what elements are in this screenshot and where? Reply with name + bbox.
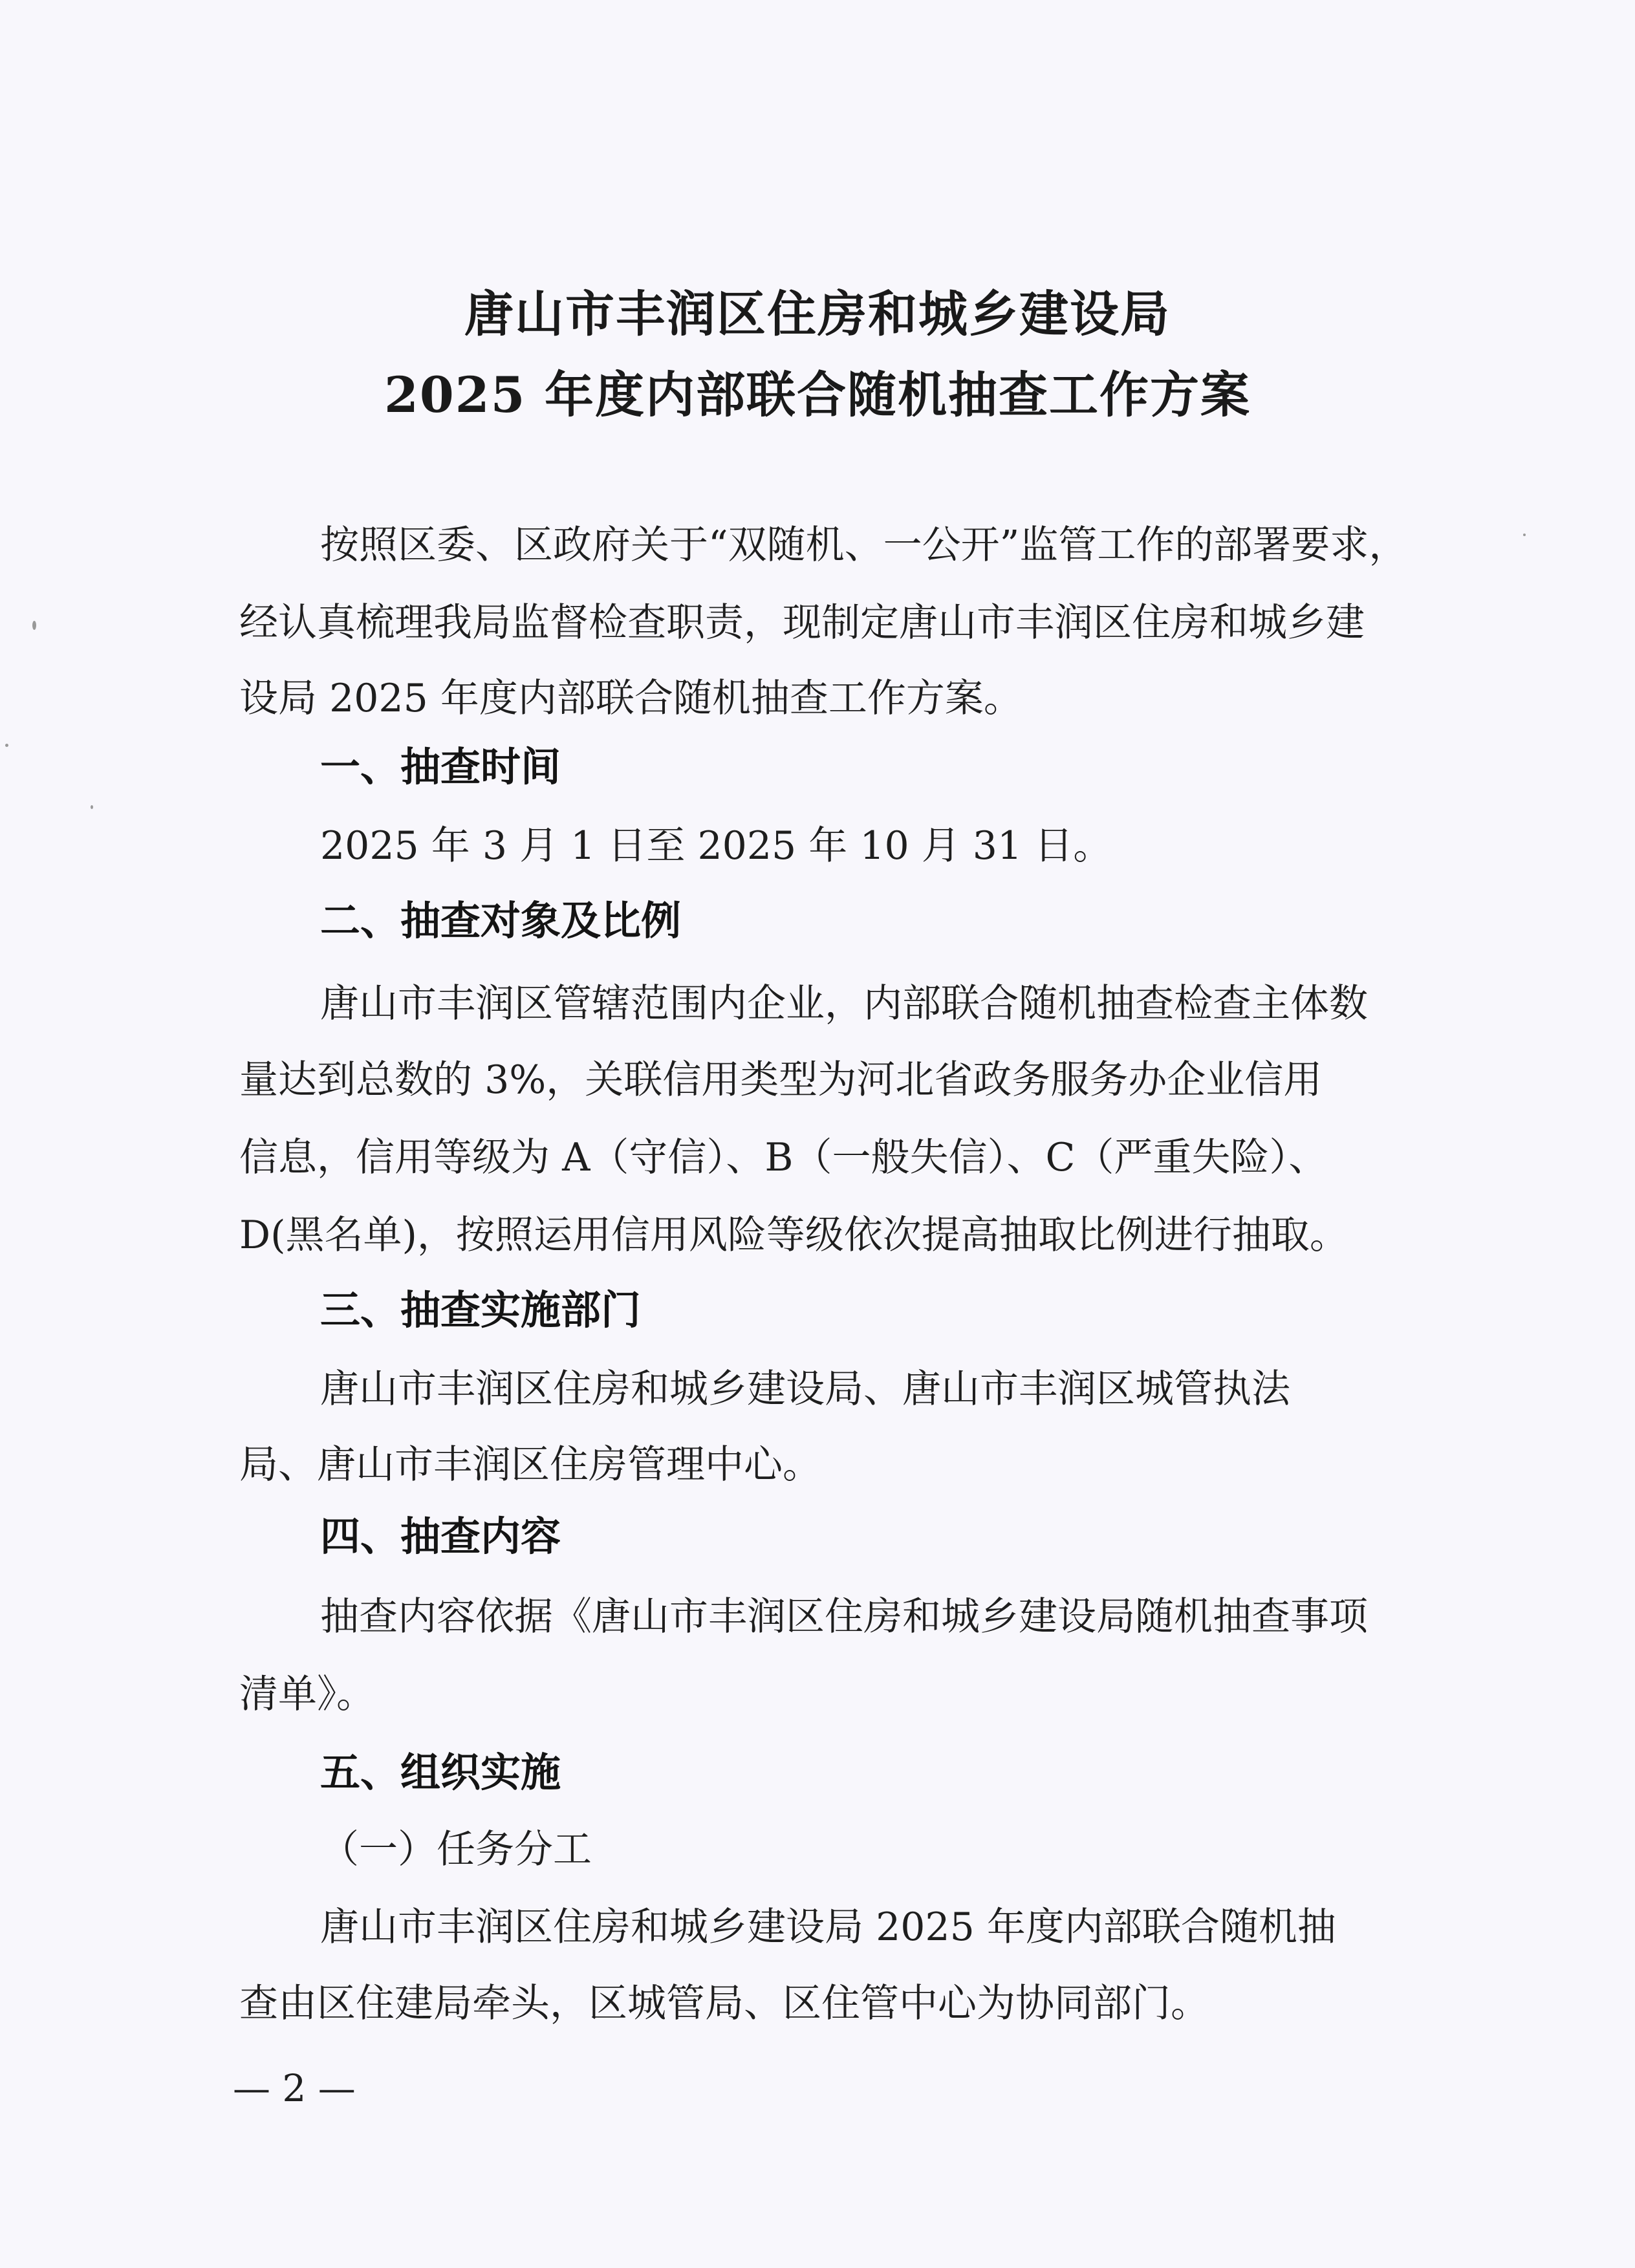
intro-line-3: 设局 2025 年度内部联合随机抽查工作方案。 xyxy=(239,676,1023,721)
scan-speck xyxy=(1523,534,1526,536)
section-2-line-1: 唐山市丰润区管辖范围内企业，内部联合随机抽查检查主体数 xyxy=(320,981,1368,1026)
section-2-line-4: D(黑名单)，按照运用信用风险等级依次提高抽取比例进行抽取。 xyxy=(239,1213,1348,1258)
section-4-heading: 四、抽查内容 xyxy=(320,1513,561,1560)
document-title-line-1: 唐山市丰润区住房和城乡建设局 xyxy=(464,285,1171,343)
section-3-line-1: 唐山市丰润区住房和城乡建设局、唐山市丰润区城管执法 xyxy=(320,1366,1290,1412)
scan-speck xyxy=(91,805,93,809)
intro-line-2: 经认真梳理我局监督检查职责，现制定唐山市丰润区住房和城乡建 xyxy=(239,600,1365,645)
section-2-line-2: 量达到总数的 3%，关联信用类型为河北省政务服务办企业信用 xyxy=(239,1057,1323,1103)
section-5-subheading: （一）任务分工 xyxy=(320,1827,592,1872)
scan-speck xyxy=(5,744,8,747)
section-4-line-2: 清单》。 xyxy=(239,1672,375,1717)
page-number: — 2 — xyxy=(233,2066,356,2110)
section-5-line-2: 查由区住建局牵头，区城管局、区住管中心为协同部门。 xyxy=(239,1981,1209,2026)
section-2-line-3: 信息，信用等级为 A（守信）、B（一般失信）、C（严重失险）、 xyxy=(239,1135,1328,1180)
document-title-line-2: 2025 年度内部联合随机抽查工作方案 xyxy=(384,366,1251,424)
section-5-heading: 五、组织实施 xyxy=(320,1749,561,1796)
section-3-heading: 三、抽查实施部门 xyxy=(320,1286,642,1334)
section-1-heading: 一、抽查时间 xyxy=(320,743,561,790)
section-3-line-2: 局、唐山市丰润区住房管理中心。 xyxy=(239,1442,821,1487)
section-2-heading: 二、抽查对象及比例 xyxy=(320,897,682,944)
intro-line-1: 按照区委、区政府关于“双随机、一公开”监管工作的部署要求， xyxy=(320,523,1408,568)
section-5-line-1: 唐山市丰润区住房和城乡建设局 2025 年度内部联合随机抽 xyxy=(320,1905,1336,1950)
section-4-line-1: 抽查内容依据《唐山市丰润区住房和城乡建设局随机抽查事项 xyxy=(320,1594,1368,1639)
scan-speck xyxy=(32,621,36,630)
section-1-line-1: 2025 年 3 月 1 日至 2025 年 10 月 31 日。 xyxy=(320,823,1112,869)
